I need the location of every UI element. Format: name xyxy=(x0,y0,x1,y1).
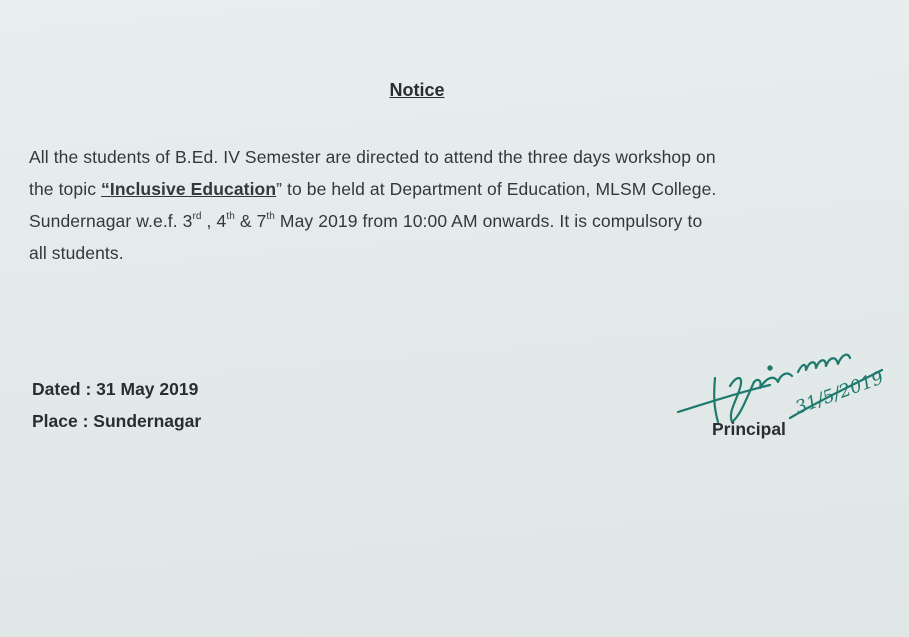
date-part-b: , 4 xyxy=(201,211,227,231)
principal-label: Principal xyxy=(712,419,786,439)
topic-close-quote: ” xyxy=(276,179,283,199)
workshop-topic: “Inclusive Education xyxy=(101,179,277,199)
footer-left xyxy=(32,373,201,437)
signature-date: 31/5/2019 xyxy=(792,367,887,419)
body-line-4: all students. xyxy=(29,243,124,263)
ordinal-th-1: th xyxy=(226,211,235,222)
ordinal-th-2: th xyxy=(266,211,275,222)
line2-prefix: the topic xyxy=(29,179,102,199)
handwritten-signature xyxy=(670,330,909,440)
date-part-c: & 7 xyxy=(234,211,267,231)
body-line-1: All the students of B.Ed. IV Semester are directed to attend the three days workshop on xyxy=(29,147,716,167)
notice-body xyxy=(29,141,829,269)
body-line-3 xyxy=(29,205,829,237)
dated-line: Dated : 31 May 2019 xyxy=(32,379,199,399)
body-line-2 xyxy=(29,173,829,205)
ordinal-rd: rd xyxy=(192,211,202,222)
place-line: Place : Sundernagar xyxy=(32,411,202,431)
date-part-a: Sundernagar w.e.f. 3 xyxy=(29,211,193,231)
notice-title: Notice xyxy=(389,80,445,100)
line2-suffix: to be held at Department of Education, MLSM College. xyxy=(282,179,717,199)
date-part-d: May 2019 from 10:00 AM onwards. It is compulsory to xyxy=(274,211,703,231)
